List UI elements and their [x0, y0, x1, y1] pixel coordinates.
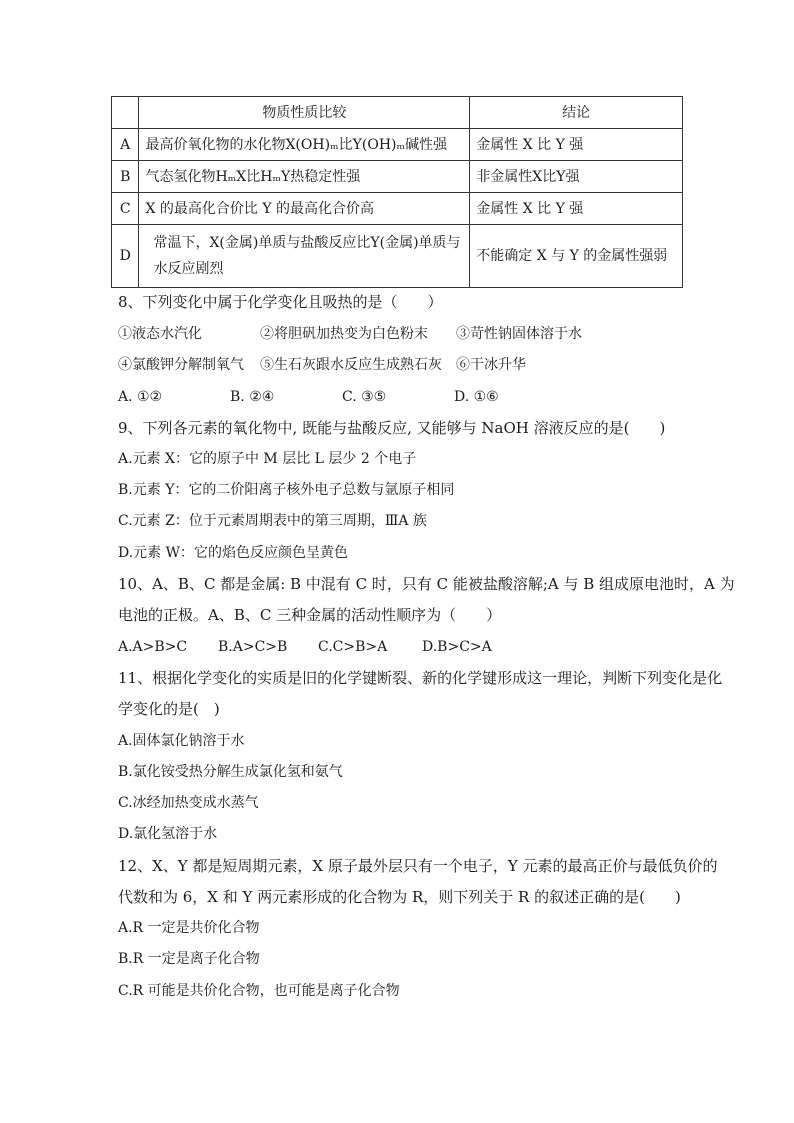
question-9-option-d[interactable]: D.元素 W：它的焰色反应颜色呈黄色: [118, 545, 349, 561]
row-comparison: X 的最高化合价比 Y 的最高化合价高: [139, 193, 470, 225]
question-8-stem: 8、下列变化中属于化学变化且吸热的是（ ）: [118, 293, 443, 311]
table-row: [112, 225, 683, 288]
option-b[interactable]: B. ②④: [230, 389, 275, 405]
question-9-option-a[interactable]: A.元素 X：它的原子中 M 层比 L 层少 2 个电子: [118, 451, 417, 467]
question-9-option-b[interactable]: B.元素 Y：它的二价阳离子核外电子总数与氩原子相同: [118, 482, 455, 498]
table-header-blank: [112, 97, 139, 129]
row-key: C: [112, 193, 139, 225]
row-key: B: [112, 161, 139, 193]
item: ③苛性钠固体溶于水: [456, 326, 582, 342]
question-11-stem-line-2: 学变化的是( ): [118, 700, 220, 718]
question-12-stem-line-2: 代数和为 6，X 和 Y 两元素形成的化合物为 R，则下列关于 R 的叙述正确的是( ): [118, 888, 681, 906]
table-row: [112, 161, 683, 193]
item: ⑤生石灰跟水反应生成熟石灰: [260, 357, 442, 373]
item: ⑥干冰升华: [456, 357, 526, 373]
question-12-option-b[interactable]: B.R 一定是离子化合物: [118, 951, 260, 967]
question-10-stem-line-1: 10、A、B、C 都是金属: B 中混有 C 时，只有 C 能被盐酸溶解;A 与 B 组成原电池时，A 为: [118, 575, 735, 593]
question-12-option-c[interactable]: C.R 可能是共价化合物，也可能是离子化合物: [118, 983, 400, 999]
option-c[interactable]: C. ③⑤: [342, 389, 387, 405]
item: ①液态水汽化: [118, 326, 202, 342]
row-conclusion: 不能确定 X 与 Y 的金属性强弱: [470, 225, 683, 288]
option-a[interactable]: A.A>B>C: [118, 639, 188, 655]
question-8-options: [118, 387, 499, 407]
question-8-items-row-1: [118, 324, 582, 344]
row-comparison: 气态氢化物HₘX比HₘY热稳定性强: [139, 161, 470, 193]
question-10-options: [118, 637, 492, 657]
row-comparison: 常温下，X(金属)单质与盐酸反应比Y(金属)单质与水反应剧烈: [139, 225, 470, 288]
question-9-option-c[interactable]: C.元素 Z：位于元素周期表中的第三周期，ⅢA 族: [118, 513, 427, 529]
table-row: [112, 193, 683, 225]
question-11-option-a[interactable]: A.固体氯化钠溶于水: [118, 733, 245, 749]
question-10-stem-line-2: 电池的正极。A、B、C 三种金属的活动性顺序为（ ）: [118, 606, 502, 624]
question-8-items-row-2: [118, 355, 526, 375]
question-12-stem-line-1: 12、X、Y 都是短周期元素，X 原子最外层只有一个电子，Y 元素的最高正价与最低负价的: [118, 857, 718, 875]
question-11-stem-line-1: 11、根据化学变化的实质是旧的化学键断裂、新的化学键形成这一理论，判断下列变化是化: [118, 669, 723, 687]
option-d[interactable]: D. ①⑥: [454, 389, 499, 405]
question-11-option-b[interactable]: B.氯化铵受热分解生成氯化氢和氨气: [118, 764, 343, 780]
option-d[interactable]: D.B>C>A: [422, 639, 492, 655]
question-11-option-c[interactable]: C.冰经加热变成水蒸气: [118, 795, 259, 811]
question-9-stem: 9、下列各元素的氧化物中, 既能与盐酸反应, 又能够与 NaOH 溶液反应的是( ): [118, 419, 666, 437]
table-header-comparison: 物质性质比较: [139, 97, 470, 129]
option-a[interactable]: A. ①②: [118, 389, 163, 405]
table-header-conclusion: 结论: [470, 97, 683, 129]
item: ④氯酸钾分解制氧气: [118, 357, 244, 373]
row-key: A: [112, 129, 139, 161]
row-conclusion: 非金属性X比Y强: [470, 161, 683, 193]
row-key: D: [112, 225, 139, 288]
item: ②将胆矾加热变为白色粉末: [260, 326, 428, 342]
row-comparison: 最高价氧化物的水化物X(OH)ₘ比Y(OH)ₘ碱性强: [139, 129, 470, 161]
row-conclusion: 金属性 X 比 Y 强: [470, 193, 683, 225]
question-11-option-d[interactable]: D.氯化氢溶于水: [118, 826, 218, 842]
option-c[interactable]: C.C>B>A: [318, 639, 388, 655]
row-conclusion: 金属性 X 比 Y 强: [470, 129, 683, 161]
property-comparison-table: [111, 96, 683, 288]
table-row: [112, 129, 683, 161]
option-b[interactable]: B.A>C>B: [218, 639, 288, 655]
question-12-option-a[interactable]: A.R 一定是共价化合物: [118, 920, 260, 936]
table-header-row: [112, 97, 683, 129]
